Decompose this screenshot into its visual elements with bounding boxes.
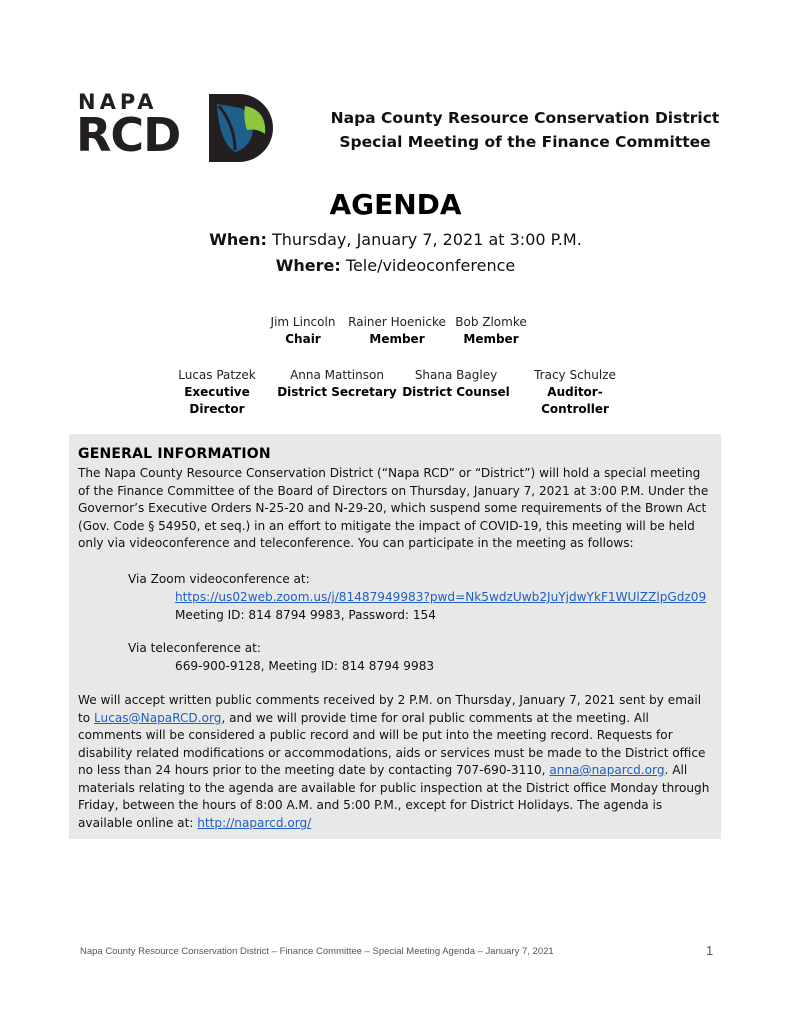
member-role: Chair: [285, 332, 321, 346]
where-label: Where:: [275, 256, 341, 275]
general-information-box: [69, 434, 721, 839]
zoom-meeting-id: Meeting ID: 814 8794 9983, Password: 154: [175, 608, 436, 622]
committee-member: [450, 314, 532, 348]
anna-email-link[interactable]: anna@naparcd.org: [549, 763, 665, 777]
committee-member: [344, 314, 450, 348]
comments-text: , and we will provide time for oral public comments at the meeting. All comments will be considered a public record and will be put into the meeting record. Requests for disability related modifications or accommodations, aids or services must be made to the District office no less than 24 hours prior to the meeting date by contacting 707-690-3110,: [78, 710, 706, 777]
napa-rcd-logo: [76, 90, 276, 168]
comments-text: . All materials relating to the agenda are available for public inspection at the District office Monday through Friday, between the hours of 8:00 A.M. and 5:00 P.M., except for District Holidays. The agenda is available online at:: [78, 763, 710, 830]
general-information-intro: The Napa County Resource Conservation District (“Napa RCD” or “District”) will hold a special meeting of the Finance Committee of the Board of Directors on Thursday, January 7, 2021 at 3:00 P.M. Under the Governor’s Executive Orders N-25-20 and N-29-20, which suspend some requirements of the Brown Act (Gov. Code § 54950, et seq.) in an effort to mitigate the impact of COVID-19, this meeting will be held only via videoconference and teleconference. You can participate in the meeting as follows:: [78, 466, 709, 550]
staff-name: Anna Mattinson: [290, 368, 384, 382]
when-label: When:: [209, 230, 267, 249]
staff-role: District Secretary: [277, 385, 397, 399]
zoom-link[interactable]: https://us02web.zoom.us/j/81487949983?pwd=Nk5wdzUwb2JuYjdwYkF1WUlZZlpGdz09: [175, 590, 707, 604]
staff-name: Tracy Schulze: [534, 368, 616, 382]
committee-roster: [262, 314, 532, 348]
meeting-where: [0, 256, 791, 275]
member-role: Member: [369, 332, 425, 346]
lucas-email-link[interactable]: Lucas@NapaRCD.org: [94, 710, 222, 725]
member-name: Jim Lincoln: [270, 315, 336, 329]
meeting-type: Special Meeting of the Finance Committee: [339, 133, 711, 151]
general-information-heading: GENERAL INFORMATION: [78, 446, 271, 462]
logo-rcd-text: RCD: [76, 108, 181, 162]
member-name: Rainer Hoenicke: [348, 315, 446, 329]
staff-role: Auditor-Controller: [541, 385, 609, 416]
meeting-when: [0, 230, 791, 249]
agenda-title: AGENDA: [329, 188, 462, 221]
comments-text: We will accept written public comments received by 2 P.M. on Thursday, January 7, 2021 sent by email to: [78, 693, 702, 725]
public-comments-paragraph: [78, 692, 714, 832]
website-link[interactable]: http://naparcd.org/: [197, 815, 312, 830]
page-footer: Napa County Resource Conservation District – Finance Committee – Special Meeting Agenda – January 7, 2021: [80, 946, 554, 957]
organization-title: [300, 106, 750, 154]
staff-role: Executive Director: [184, 385, 250, 416]
staff-member: [158, 367, 276, 418]
zoom-label: Via Zoom videoconference at:: [128, 572, 310, 586]
page-number: 1: [706, 943, 714, 958]
member-role: Member: [463, 332, 519, 346]
committee-member: [262, 314, 344, 348]
staff-member: [514, 367, 636, 418]
org-name: Napa County Resource Conservation District: [330, 109, 720, 127]
teleconference-number: 669-900-9128, Meeting ID: 814 8794 9983: [175, 659, 435, 673]
staff-name: Shana Bagley: [414, 368, 498, 382]
member-name: Bob Zlomke: [455, 315, 527, 329]
leaf-mark-icon: [205, 92, 275, 164]
when-value: Thursday, January 7, 2021 at 3:00 P.M.: [266, 230, 582, 249]
staff-role: District Counsel: [402, 385, 510, 399]
staff-roster: [158, 367, 636, 418]
staff-name: Lucas Patzek: [178, 368, 256, 382]
teleconference-label: Via teleconference at:: [128, 641, 261, 655]
staff-member: [276, 367, 398, 418]
logo-napa-text: NAPA: [78, 90, 158, 114]
staff-member: [398, 367, 514, 418]
where-value: Tele/videoconference: [340, 256, 516, 275]
